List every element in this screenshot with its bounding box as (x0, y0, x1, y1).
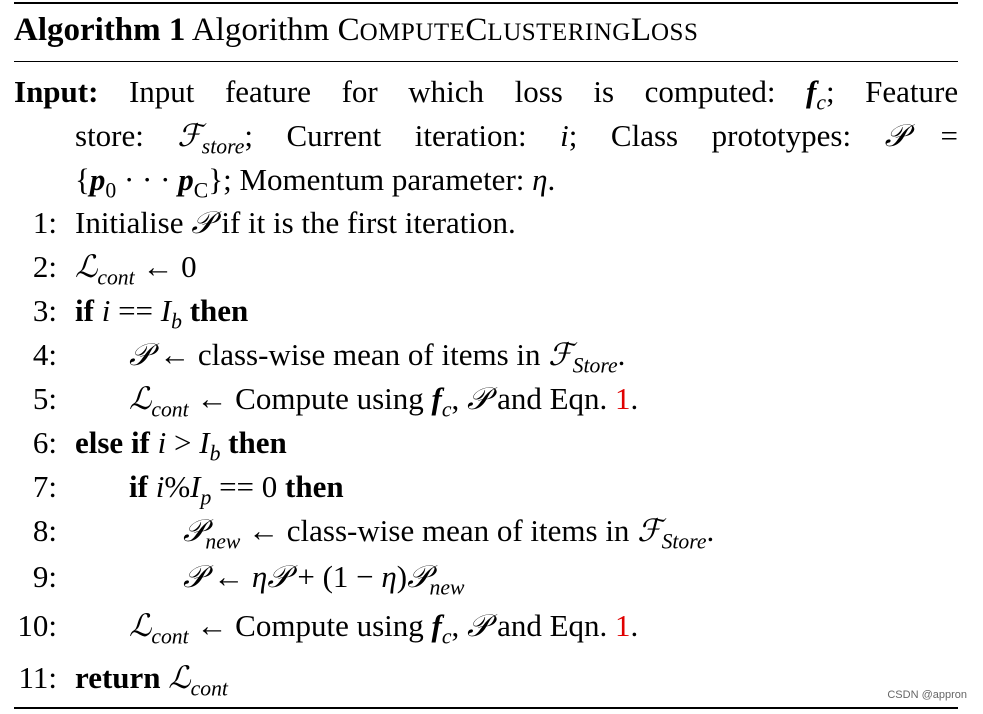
input-keyword: Input: (14, 74, 99, 109)
line-number: 3: (32, 293, 57, 328)
input-line-3: {$p_0$ · · · $p_C$}; Momentum parameter: η. (75, 162, 556, 203)
line-number: 4: (32, 337, 57, 372)
bottom-rule (14, 707, 958, 709)
line-number: 9: (32, 559, 57, 594)
line-number: 1: (32, 205, 57, 240)
algorithm-name: COMPUTECLUSTERINGLOSS (337, 12, 699, 48)
input-block (14, 70, 958, 202)
top-rule (14, 2, 958, 4)
line-number: 8: (32, 513, 57, 548)
line-number: 2: (32, 249, 57, 284)
algorithm-title-prefix: Algorithm (191, 12, 330, 48)
eqn-reference-link[interactable]: 1 (615, 381, 631, 416)
line-number: 10: (17, 608, 57, 643)
line-number: 5: (32, 381, 57, 416)
header-rule (14, 61, 958, 62)
algorithm-title (14, 8, 698, 55)
input-line-2: store: ℱ$_{store}$; Current iteration: i; Class prototypes: 𝒫 = (75, 118, 959, 159)
line-number: 7: (32, 469, 57, 504)
input-line-1: Input: Input feature for which loss is computed: $f_c$; Feature (14, 74, 959, 115)
watermark: CSDN @appron (887, 689, 967, 701)
line-number: 6: (32, 425, 57, 460)
line-number: 11: (18, 660, 57, 695)
algorithm-label: Algorithm 1 (14, 12, 186, 48)
eqn-reference-link[interactable]: 1 (615, 608, 631, 643)
